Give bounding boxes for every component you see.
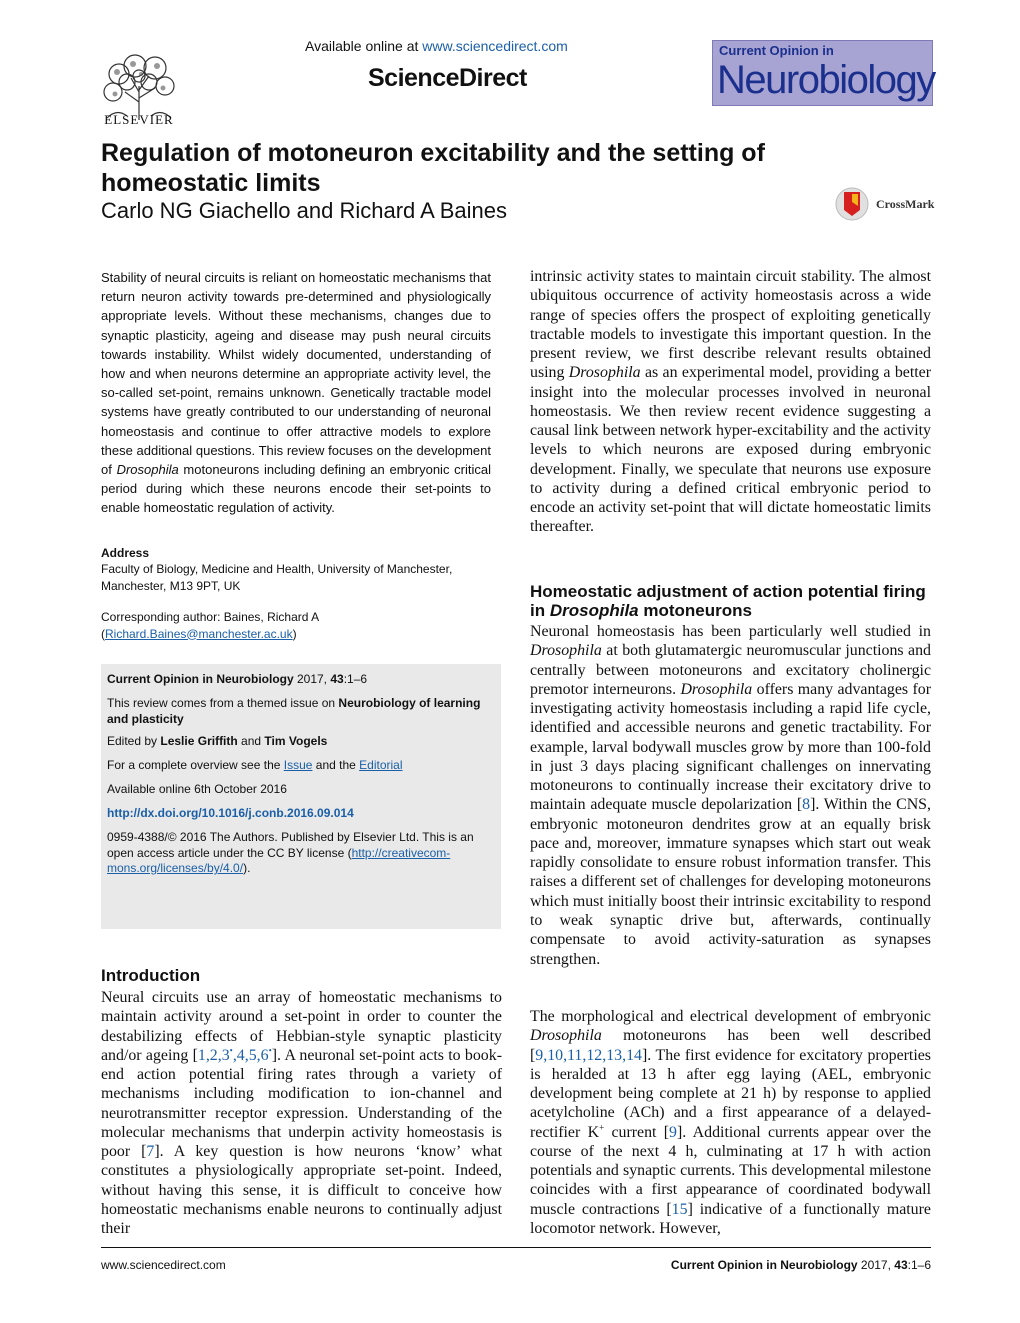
- info-and: and: [237, 734, 265, 748]
- address-heading: Address: [101, 546, 150, 560]
- license-link[interactable]: http://creativecom-mons.org/licenses/by/4.0/: [107, 845, 451, 875]
- ref-star-1: •: [229, 1045, 233, 1056]
- footer-journal: Current Opinion in Neurobiology: [670, 1258, 858, 1272]
- sec3-text-3: ]. The first evidence for excitatory properties is heralded at 13 h after egg laying (AEL, embryonic development being complete at 21 h) by response to applied acetylcholine (ACh) and a first appearance of a delayed-rectifier K: [530, 1046, 931, 1141]
- info-overview-mid: and the: [312, 758, 360, 772]
- section3-body: [530, 1007, 931, 1238]
- corresponding-label: Corresponding author: Baines, Richard A: [101, 610, 320, 624]
- sec3-text-4: current [: [604, 1123, 670, 1141]
- article-authors: Carlo NG Giachello and Richard A Baines: [101, 198, 507, 223]
- intro-text-2: ]. A neuronal set-point acts to book-end action potential firing rates through a variety of mechanisms including modification to ion-channel and neurotransmitter receptor expression. Understanding of the molecular mechanisms that underpin activity homeostasis is poor [: [101, 1046, 502, 1161]
- ref-star-2: •: [268, 1045, 272, 1056]
- address-text: Faculty of Biology, Medicine and Health, University of Manchester, Manchester, M13 9PT, UK: [101, 562, 453, 593]
- footer-year: 2017,: [857, 1258, 895, 1272]
- intro-text-3: ]. A key question is how neurons ‘know’ what constitutes a physiologically appropriate set-point. Indeed, without having this sense, it is difficult to conceive how homeostatic mechanisms enable neurons to continually adjust their: [101, 1143, 502, 1238]
- crossmark-icon: [834, 186, 874, 222]
- abstract-part2: motoneurons including defining an embryonic critical period during which these neurons encode their set-points to enable homeostatic regulation of activity.: [101, 462, 491, 516]
- info-theme-prefix: This review comes from a themed issue on: [107, 696, 339, 710]
- info-editors: [107, 734, 495, 750]
- info-overview: [107, 758, 495, 774]
- info-available: Available online 6th October 2016: [107, 782, 287, 796]
- sec2-heading-b: motoneurons: [638, 601, 752, 620]
- right-top-italic: Drosophila: [568, 364, 641, 382]
- info-volume: 43: [330, 672, 344, 686]
- footer-rule: [101, 1247, 931, 1248]
- ref-link-9[interactable]: 9: [669, 1123, 677, 1141]
- abstract-italic: Drosophila: [116, 462, 179, 478]
- sec2-italic-1: Drosophila: [530, 642, 602, 660]
- footer-pages: :1–6: [907, 1258, 931, 1272]
- crossmark-badge[interactable]: [834, 186, 944, 222]
- info-citation: [107, 672, 495, 688]
- sec2-text-1: Neuronal homeostasis has been particularly well studied in: [530, 623, 931, 640]
- sec3-text-5: ]. Additional currents appear over the course of the next 4 h, culminating at 17 h with action potentials and synaptic currents. This developmental milestone coincides with a first appearance of coordinated bodywall muscle contractions [: [530, 1123, 932, 1218]
- intro-text-1: Neural circuits use an array of homeostatic mechanisms to maintain activity around a set-point in order to counter the destabilizing effects of Hebbian-style synaptic plasticity and/or ageing [: [101, 989, 502, 1064]
- doi-link[interactable]: http://dx.doi.org/10.1016/j.conb.2016.09.014: [107, 806, 354, 820]
- ref-link-7[interactable]: 7: [146, 1143, 155, 1161]
- right-top-text-2: as an experimental model, providing a better insight into the molecular processes involved in neuronal homeostasis. We then review recent evidence suggesting a causal link between network hyper-excitability and the activity levels to which neurons are exposed during embryonic development. Finally, we speculate that neurons use exposure to activity during a defined critical embryonic period to encode an activity set-point that will dictate homeostatic limits thereafter.: [530, 364, 931, 536]
- ref-link-4-6[interactable]: ,4,5,6: [232, 1046, 269, 1064]
- journal-logo-big: Neurobiology: [717, 58, 935, 102]
- sec2-text-2: at both glutamatergic neuromuscular junctions and centrally between motoneurons and excitatory cholinergic premotor interneurons.: [530, 642, 931, 698]
- publisher-name: ELSEVIER: [104, 112, 174, 127]
- email-close-paren: ): [292, 626, 297, 641]
- article-info-box: [101, 664, 501, 929]
- footer-volume: 43: [894, 1258, 908, 1272]
- introduction-heading: Introduction: [101, 966, 201, 985]
- info-doi: [107, 806, 495, 822]
- info-theme: [107, 696, 495, 727]
- issue-link[interactable]: Issue: [283, 758, 313, 772]
- journal-logo: [712, 40, 933, 106]
- abstract: [101, 268, 491, 518]
- info-theme-name: Neurobiology of learning and plasticity: [107, 696, 481, 726]
- sec2-text-4: ]. Within the CNS, embryonic motoneuron dendrites grow at an equally brisk pace and, moreover, immature synapses which start out weak rapidly consolidate to ensure robust information transfer. This raises a different set of challenges for developing motoneurons which must initially boost their intrinsic excitability to respond to weak synaptic drive but, afterwards, continually compensate to avoid activity-saturation as synapses strengthen.: [530, 796, 931, 968]
- info-journal: Current Opinion in Neurobiology: [107, 672, 294, 686]
- article-title: Regulation of motoneuron excitability and the setting of homeostatic limits: [101, 139, 765, 197]
- info-editor-2: Tim Vogels: [264, 734, 328, 748]
- ref-link-9-14[interactable]: 9,10,11,12,13,14: [535, 1046, 642, 1064]
- info-editor-1: Leslie Griffith: [160, 734, 238, 748]
- email-open-paren: (: [101, 626, 105, 641]
- crossmark-label: CrossMark: [876, 197, 935, 211]
- sec2-heading-a: Homeostatic adjustment of action potential firing in: [530, 582, 926, 620]
- ref-link-1-3[interactable]: 1,2,3: [197, 1046, 230, 1064]
- corresponding-author: [101, 609, 491, 642]
- sciencedirect-link[interactable]: www.sciencedirect.com: [422, 38, 568, 54]
- info-pages: :1–6: [343, 672, 368, 686]
- abstract-part1: Stability of neural circuits is reliant on homeostatic mechanisms that return neuron activity towards pre-determined and physiologically appropriate levels. Without these mechanisms, changes due to synaptic plasticity, ageing and disease may push neural circuits towards instability. Whilst widely documented, understanding of how and when neurons determine an appropriate activity level, the so-called set-point, remains unknown. Genetically tractable model systems have greatly contributed to our understanding of neuronal homeostasis and continue to offer attractive models to explore these additional questions. This review focuses on the development of: [101, 270, 491, 478]
- corresponding-email-link[interactable]: Richard.Baines@manchester.ac.uk: [105, 626, 293, 641]
- footer-citation: [671, 1258, 931, 1272]
- right-top-text-1: intrinsic activity states to maintain circuit stability. The almost ubiquitous occurrence of activity homeostasis across a wide range of species offers the prospect of exploiting genetically tractable models to investigate this important question. In the present review, we first describe relevant results obtained using: [530, 268, 931, 382]
- footer-url[interactable]: www.sciencedirect.com: [101, 1258, 226, 1272]
- info-license-suffix: ).: [243, 861, 251, 875]
- introduction-body: [101, 988, 502, 1238]
- sciencedirect-wordmark: ScienceDirect: [368, 64, 527, 92]
- info-license-prefix: 0959-4388/© 2016 The Authors. Published by Elsevier Ltd. This is an open access article under the CC BY license (: [107, 830, 474, 860]
- sec3-text-6: ] indicative of a functionally mature locomotor network. However,: [530, 1200, 931, 1237]
- journal-logo-small: Current Opinion in: [719, 43, 834, 58]
- info-edited-prefix: Edited by: [107, 734, 161, 748]
- ref-link-15[interactable]: 15: [671, 1200, 688, 1218]
- right-column-top: [530, 267, 931, 537]
- sec3-text-1: The morphological and electrical development of embryonic: [530, 1008, 931, 1025]
- section-heading-homeostatic: [530, 582, 930, 620]
- ref-link-8[interactable]: 8: [802, 796, 811, 814]
- availability-line: [305, 38, 568, 54]
- sec2-heading-italic: Drosophila: [549, 601, 639, 620]
- info-overview-prefix: For a complete overview see the: [107, 758, 284, 772]
- section2-body: [530, 622, 931, 969]
- sec3-superscript: +: [599, 1122, 605, 1133]
- info-license: [107, 830, 495, 877]
- editorial-link[interactable]: Editorial: [359, 758, 403, 772]
- sec3-text-2: motoneurons has been well described [: [530, 1027, 931, 1064]
- sec2-text-3: offers many advantages for investigating activity homeostasis including a rapid life cycle, identified and accessible neurons and genetic tractability. For example, larval bodywall muscles grow by more than 100-fold in just 3 days placing significant challenges on innervating motoneurons to continually increase their excitatory drive to maintain adequate muscle depolarization [: [530, 680, 931, 814]
- sec3-italic-1: Drosophila: [530, 1027, 602, 1045]
- info-year: 2017,: [293, 672, 331, 686]
- availability-prefix: Available online at: [305, 38, 423, 54]
- sec2-italic-2: Drosophila: [680, 680, 753, 698]
